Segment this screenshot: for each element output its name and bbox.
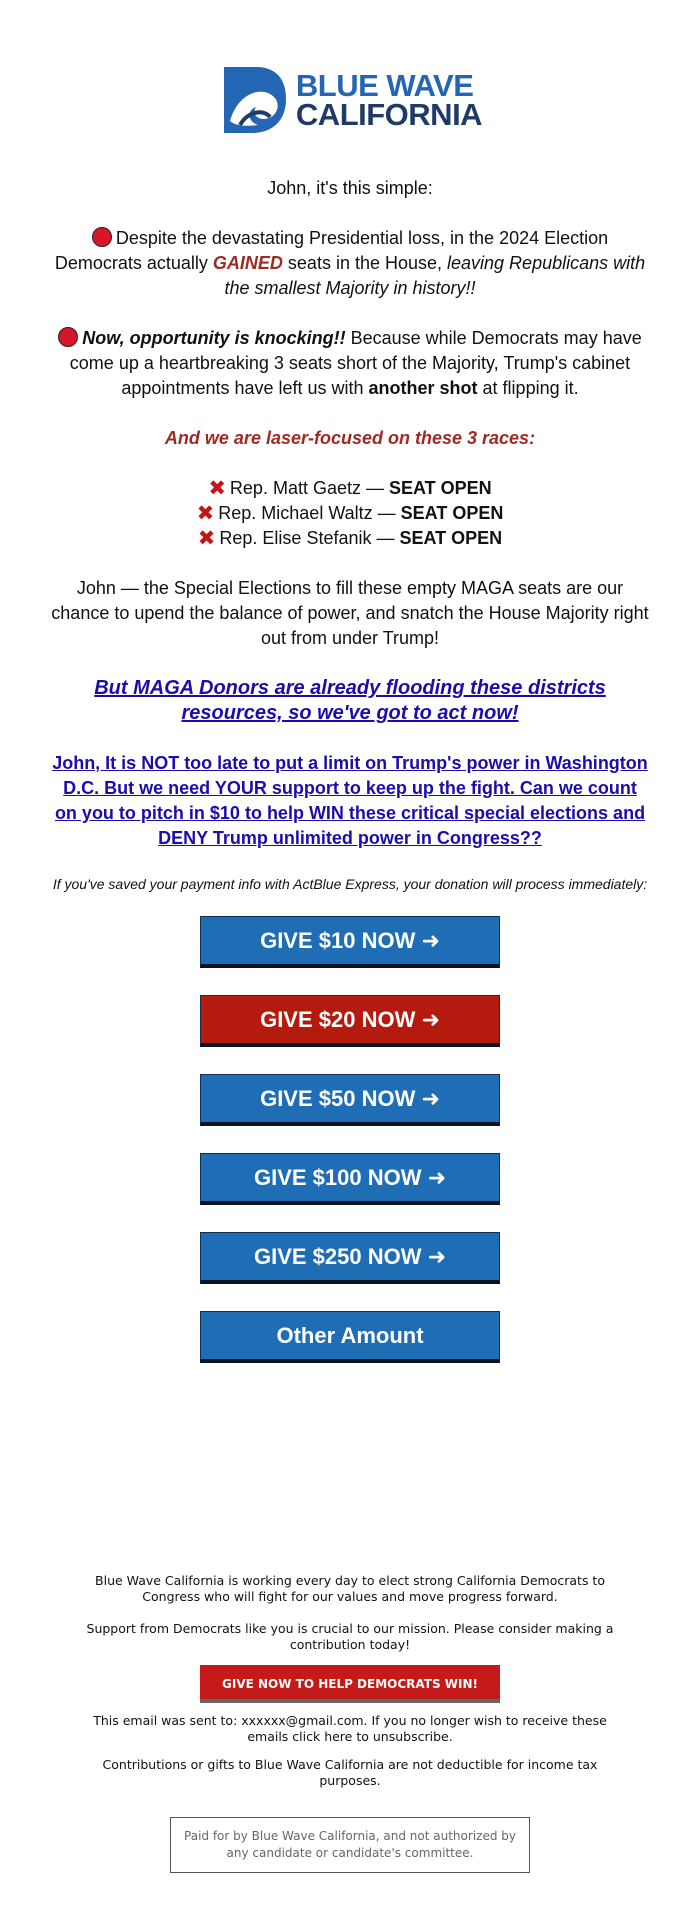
give-250-button[interactable]: GIVE $250 NOW ➜: [200, 1232, 500, 1284]
cross-mark-icon: ✖: [197, 527, 216, 550]
race-item: ✖ Rep. Matt Gaetz — SEAT OPEN: [208, 477, 492, 500]
donation-buttons: [50, 916, 650, 1363]
logo-line-1: BLUE WAVE: [295, 67, 474, 103]
other-amount-button[interactable]: Other Amount: [200, 1311, 500, 1363]
footer-tax-notice: Contributions or gifts to Blue Wave California are not deductible for income tax purposes.: [102, 1757, 598, 1788]
paragraph-opportunity: Now, opportunity is knocking!! Because while Democrats may have come up a heartbreaking 3 seats short of the Majority, Trump's cabinet appointments have left us with another shot at flipping it.: [55, 326, 645, 401]
wave-logo-icon: [218, 63, 292, 137]
give-100-button[interactable]: GIVE $100 NOW ➜: [200, 1153, 500, 1205]
red-circle-icon: [58, 327, 78, 347]
logo-line-2: CALIFORNIA: [295, 97, 483, 132]
intro-text: John, it's this simple:: [267, 178, 433, 198]
laser-focused-heading: And we are laser-focused on these 3 races:: [164, 428, 536, 448]
race-item: ✖ Rep. Elise Stefanik — SEAT OPEN: [197, 527, 503, 550]
donate-appeal-link[interactable]: John, It is NOT too late to put a limit on Trump's power in Washington D.C. But we need YOUR support to keep up the fight. Can we count on you to pitch in $10 to help WIN these critical special elections and DENY Trump unlimited power in Congress??: [52, 753, 648, 848]
gained-highlight: GAINED: [212, 253, 283, 273]
email-body: [50, 62, 650, 1873]
footer: [50, 1573, 650, 1873]
maga-donors-link[interactable]: But MAGA Donors are already flooding these districts resources, so we've got to act now!: [94, 677, 606, 724]
logo: [50, 62, 650, 138]
give-20-button[interactable]: GIVE $20 NOW ➜: [200, 995, 500, 1047]
give-50-button[interactable]: GIVE $50 NOW ➜: [200, 1074, 500, 1126]
red-circle-icon: [92, 227, 112, 247]
footer-about: Blue Wave California is working every day to elect strong California Democrats to Congress who will fight for our values and move progress forward.: [95, 1573, 605, 1604]
footer-support: Support from Democrats like you is crucial to our mission. Please consider making a contribution today!: [86, 1621, 614, 1652]
cross-mark-icon: ✖: [196, 502, 215, 525]
race-item: ✖ Rep. Michael Waltz — SEAT OPEN: [196, 502, 504, 525]
cross-mark-icon: ✖: [208, 477, 226, 500]
paragraph-gained: Despite the devastating Presidential loss, in the 2024 Election Democrats actually GAINED seats in the House, leaving Republicans with the smallest Majority in history!!: [54, 228, 646, 298]
give-10-button[interactable]: GIVE $10 NOW ➜: [200, 916, 500, 968]
paragraph-special-elections: John — the Special Elections to fill these empty MAGA seats are our chance to upend the balance of power, and snatch the House Majority right out from under Trump!: [51, 578, 649, 648]
footer-sent-to: This email was sent to: xxxxxx@gmail.com. If you no longer wish to receive these emails click here to unsubscribe.: [93, 1713, 607, 1744]
races-list: [50, 476, 650, 551]
give-now-footer-button[interactable]: GIVE NOW TO HELP DEMOCRATS WIN!: [200, 1665, 500, 1703]
paid-for-box: Paid for by Blue Wave California, and not authorized by any candidate or candidate's committee.: [170, 1817, 530, 1873]
actblue-express-note: If you've saved your payment info with ActBlue Express, your donation will process immediately:: [52, 876, 648, 892]
